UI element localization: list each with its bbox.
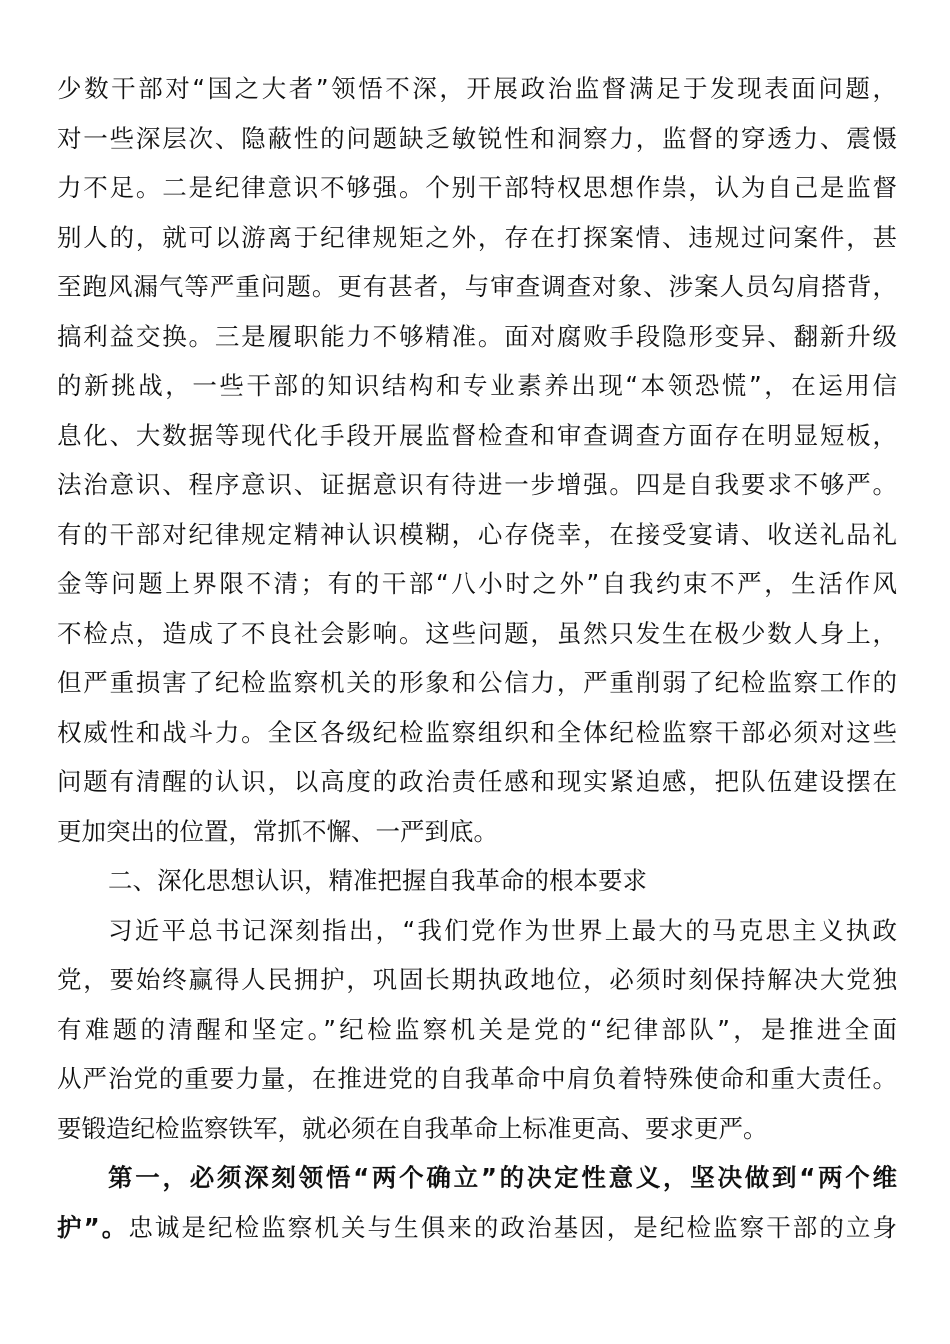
body-text-line: 的新挑战，一些干部的知识结构和专业素养出现“本领恐慌”，在运用信: [57, 371, 897, 400]
body-text-line: 但严重损害了纪检监察机关的形象和公信力，严重削弱了纪检监察工作的: [57, 668, 897, 697]
body-text-line: 少数干部对“国之大者”领悟不深，开展政治监督满足于发现表面问题，: [57, 74, 897, 103]
body-text-line: 息化、大数据等现代化手段开展监督检查和审查调查方面存在明显短板，: [57, 420, 897, 450]
bold-subheading-tail: 护”。: [57, 1212, 129, 1242]
body-text-line: 权威性和战斗力。全区各级纪检监察组织和全体纪检监察干部必须对这些: [57, 717, 897, 747]
body-text-line: 习近平总书记深刻指出，“我们党作为世界上最大的马克思主义执政: [108, 915, 897, 945]
section-heading: 二、深化思想认识，精准把握自我革命的根本要求: [108, 866, 647, 895]
body-text-fragment: 忠诚是纪检监察机关与生俱来的政治基因，是纪检监察干部的立身: [128, 1212, 897, 1242]
body-text-line: 党，要始终赢得人民拥护，巩固长期执政地位，必须时刻保持解决大党独: [57, 965, 897, 994]
body-text-line: 从严治党的重要力量，在推进党的自我革命中肩负着特殊使命和重大责任。: [57, 1064, 897, 1093]
document-page: [57, 64, 897, 1252]
body-text-line: 力不足。二是纪律意识不够强。个别干部特权思想作祟，认为自己是监督: [57, 173, 897, 202]
body-text-line: 有的干部对纪律规定精神认识模糊，心存侥幸，在接受宴请、收送礼品礼: [57, 519, 897, 549]
body-text-line: 至跑风漏气等严重问题。更有甚者，与审查调查对象、涉案人员勾肩搭背，: [57, 272, 897, 301]
bold-subheading-line: 第一，必须深刻领悟“两个确立”的决定性意义，坚决做到“两个维: [108, 1163, 897, 1192]
body-text-line: 别人的，就可以游离于纪律规矩之外，存在打探案情、违规过问案件，甚: [57, 222, 897, 252]
body-text-line: 要锻造纪检监察铁军，就必须在自我革命上标准更高、要求更严。: [57, 1113, 768, 1143]
body-text-line: 对一些深层次、隐蔽性的问题缺乏敏锐性和洞察力，监督的穿透力、震慑: [57, 123, 897, 153]
body-text-line: 金等问题上界限不清；有的干部“八小时之外”自我约束不严，生活作风: [57, 569, 897, 598]
body-text-line: 有难题的清醒和坚定。”纪检监察机关是党的“纪律部队”，是推进全面: [57, 1014, 897, 1044]
body-text-line: 搞利益交换。三是履职能力不够精准。面对腐败手段隐形变异、翻新升级: [57, 321, 897, 351]
body-text-line: 问题有清醒的认识，以高度的政治责任感和现实紧迫感，把队伍建设摆在: [57, 767, 897, 796]
body-text-line: 不检点，造成了不良社会影响。这些问题，虽然只发生在极少数人身上，: [57, 618, 897, 648]
body-text-line: 法治意识、程序意识、证据意识有待进一步增强。四是自我要求不够严。: [57, 470, 897, 499]
mixed-text-line: [57, 1203, 897, 1253]
body-text-line: 更加突出的位置，常抓不懈、一严到底。: [57, 816, 498, 846]
